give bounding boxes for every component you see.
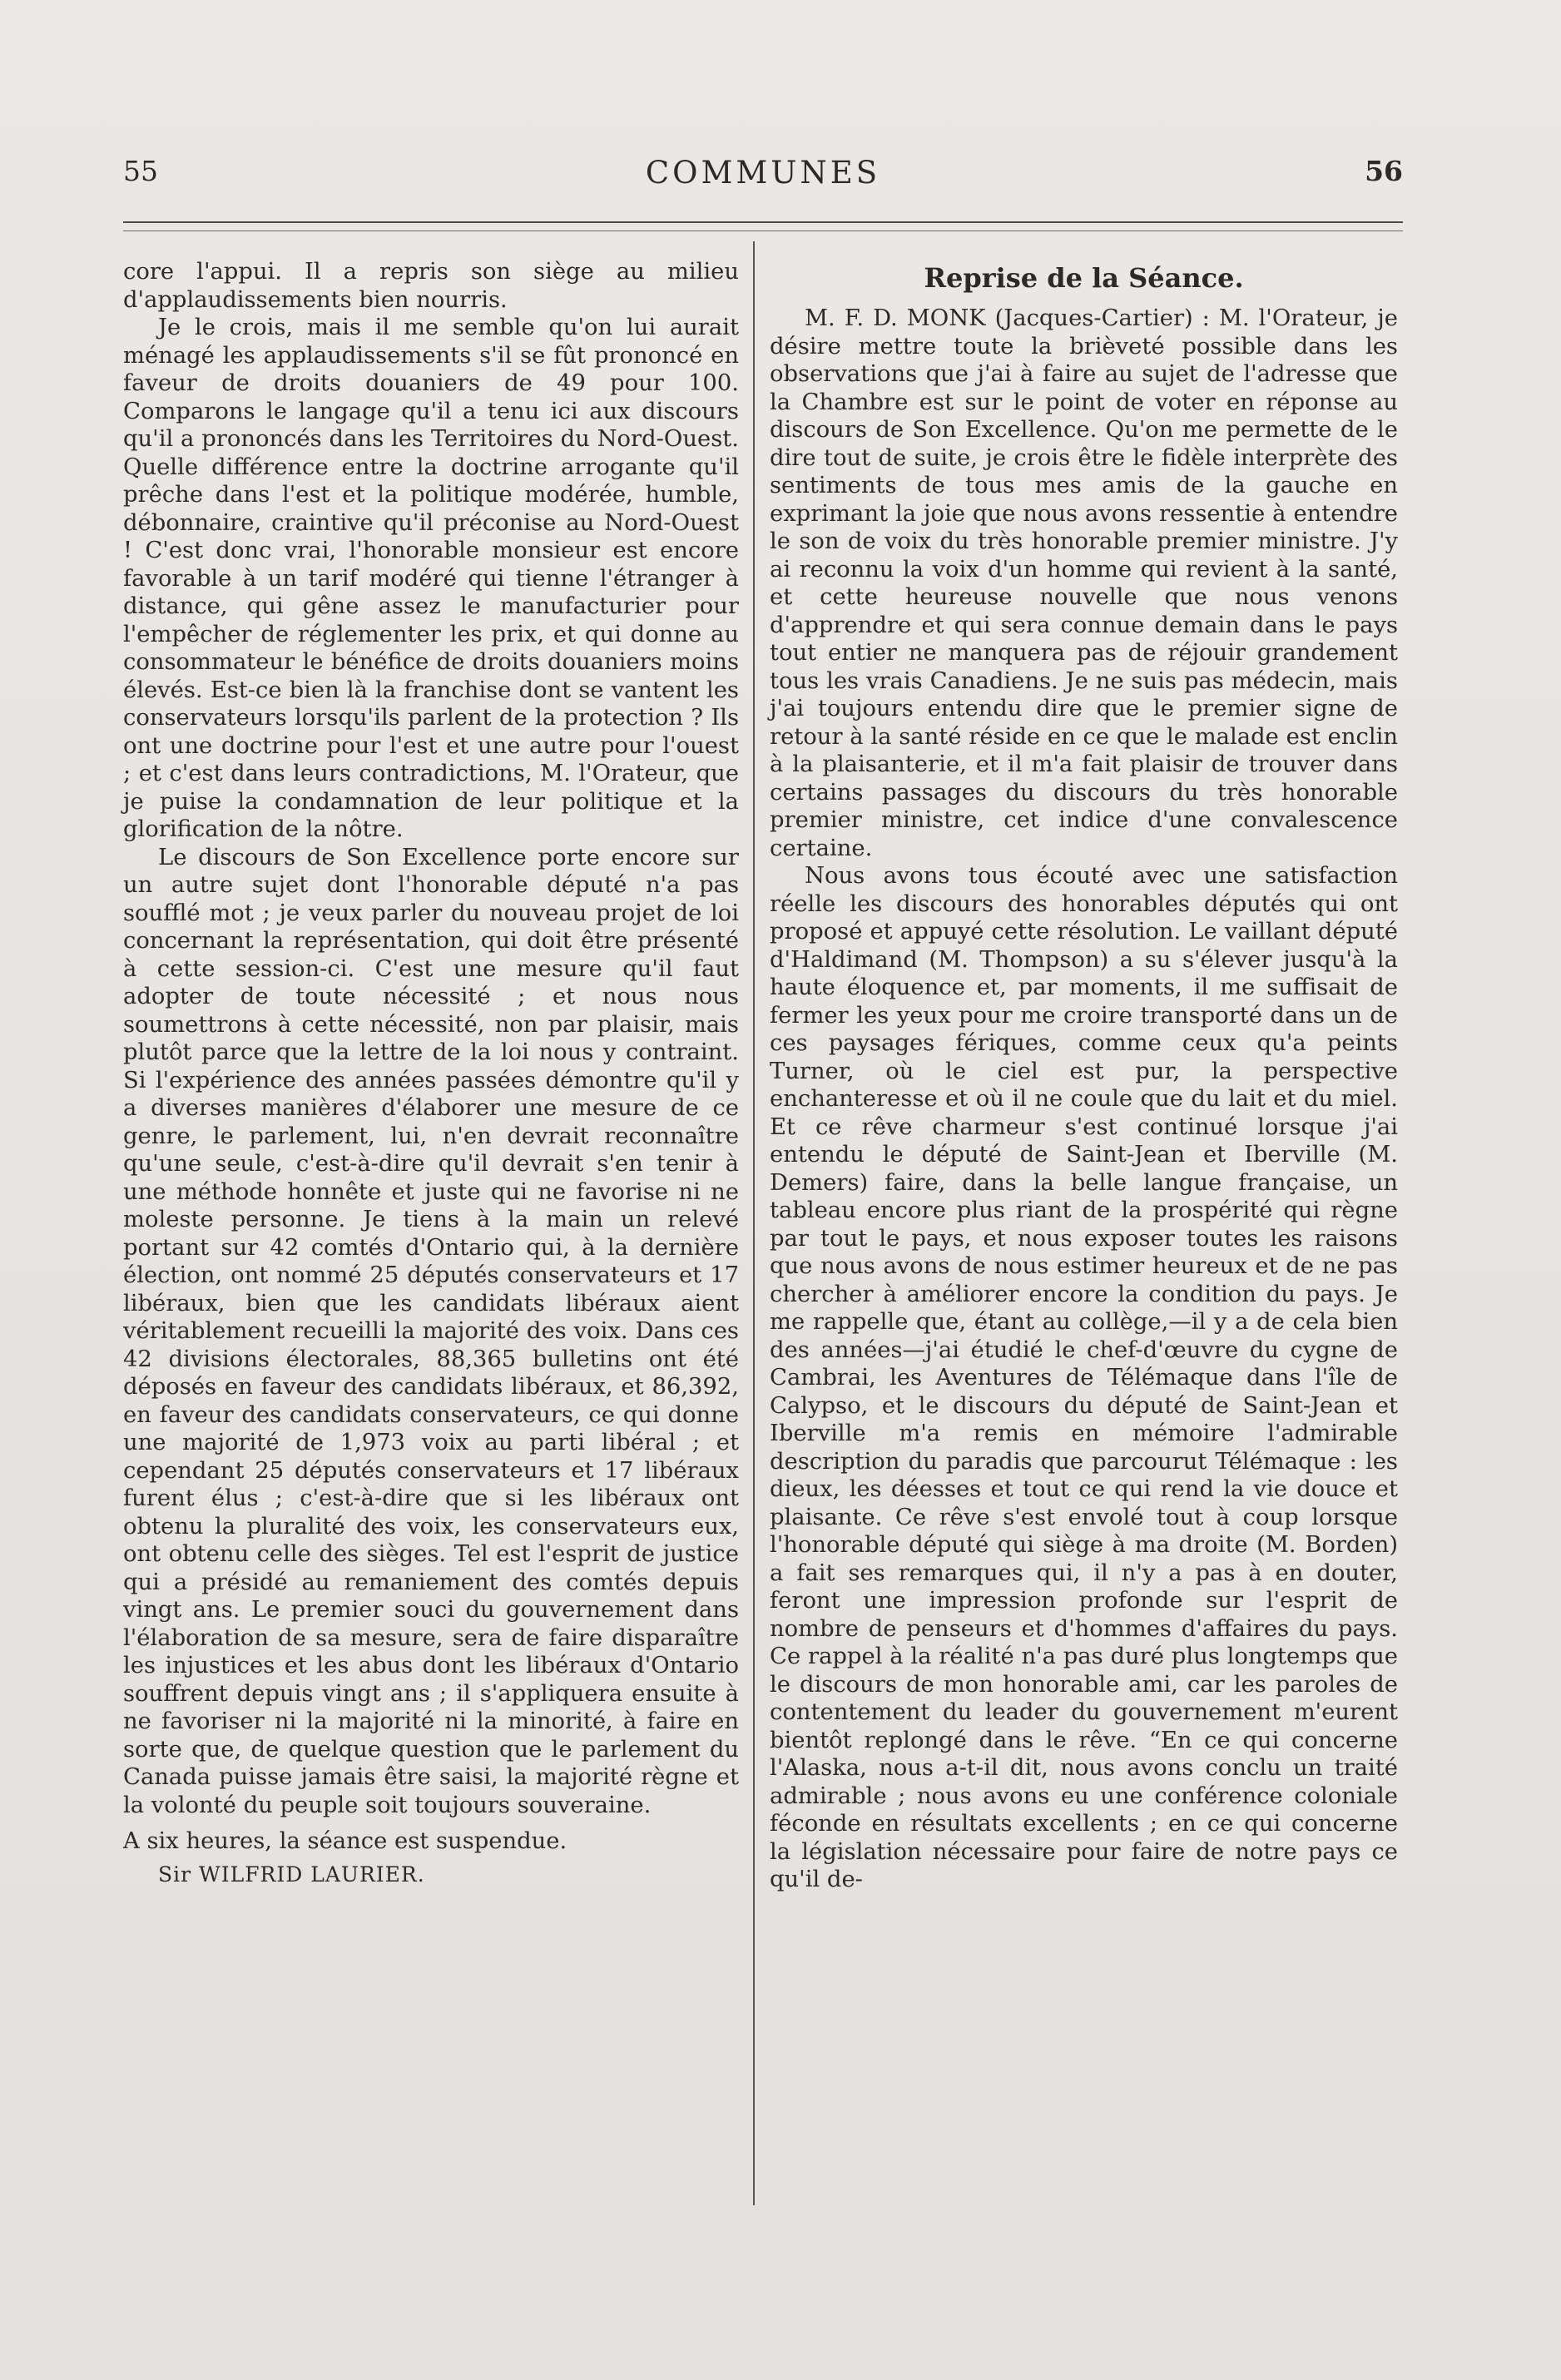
paragraph: Nous avons tous écouté avec une satisfaction réelle les discours des honorables députés qui ont proposé et appuyé cette résolution. Le vaillant député d'Haldimand (M. Thompson) a su s'élever jusqu'à la haute éloquence et, par moments, il me suffisait de fermer les yeux pour me croire transporté dans un de ces paysages fériques, comme ceux qu'a peints Turner, où le ciel est pur, la perspective enchanteresse et où il ne coule que du lait et du miel. Et ce rêve charmeur s'est continué lorsque j'ai entendu le député de Saint-Jean et Iberville (M. Demers) faire, dans la belle langue française, un tableau encore plus riant de la prospérité qui règne par tout le pays, et nous exposer toutes les raisons que nous avons de nous estimer heureux et de ne pas chercher à améliorer encore la condition du pays. Je me rappelle que, étant au collège,—il y a de cela bien des années—j'ai étudié le chef-d'œuvre du cygne de Cambrai, les Aventures de Télémaque dans l'île de Calypso, et le discours du député de Saint-Jean et Iberville m'a remis en mémoire l'admirable description du paradis que parcourut Télémaque : les dieux, les déesses et tout ce qui rend la vie douce et plaisante. Ce rêve s'est envolé tout à coup lorsque l'honorable député qui siège à ma droite (M. Borden) a fait ses remarques qui, il n'y a pas à en douter, feront une impression profonde sur l'esprit de nombre de penseurs et d'hommes d'affaires du pays. Ce rappel à la réalité n'a pas duré plus longtemps que le discours de mon honorable ami, car les paroles de contentement du leader du gouvernement m'eurent bientôt replongé dans le rêve. “En ce qui concerne l'Alaska, nous a-t-il dit, nous avons conclu un traité admirable ; nous avons eu une conférence coloniale féconde en résultats excellents ; en ce qui concerne la législation nécessaire pour faire de notre pays ce qu'il de- — [770, 863, 1398, 1892]
column-divider — [753, 241, 755, 2205]
adjournment-note: A six heures, la séance est suspendue. — [123, 1828, 567, 1854]
page-number-left: 55 — [123, 155, 158, 187]
paragraph: Le discours de Son Excellence porte encore sur un autre sujet dont l'honorable député n'a pas soufflé mot ; je veux parler du nouveau projet de loi concernant la représentation, qui doit être présenté à cette session-ci. C'est une mesure qu'il faut adopter de toute nécessité ; et nous nous soumettrons à cette nécessité, non par plaisir, mais plutôt parce que la lettre de la loi nous y contraint. Si l'expérience des années passées démontre qu'il y a diverses manières d'élaborer une mesure de ce genre, le parlement, lui, n'en devrait reconnaître qu'une seule, c'est-à-dire qu'il devrait s'en tenir à une méthode honnête et juste qui ne favorise ni ne moleste personne. Je tiens à la main un relevé portant sur 42 comtés d'Ontario qui, à la dernière élection, ont nommé 25 députés conservateurs et 17 libéraux, bien que les candidats libéraux aient véritablement recueilli la majorité des voix. Dans ces 42 divisions électorales, 88,365 bulletins ont été déposés en faveur des candidats libéraux, et 86,392, en faveur des candidats conservateurs, ce qui donne une majorité de 1,973 voix au parti libéral ; et cependant 25 députés conservateurs et 17 libéraux furent élus ; c'est-à-dire que si les libéraux ont obtenu la pluralité des voix, les conservateurs eux, ont obtenu celle des sièges. Tel est l'esprit de justice qui a présidé au remaniement des comtés depuis vingt ans. Le premier souci du gouvernement dans l'élaboration de sa mesure, sera de faire disparaître les injustices et les abus dont les libéraux d'Ontario souffrent depuis vingt ans ; il s'appliquera ensuite à ne favoriser ni la majorité ni la minorité, à faire en sorte que, de quelque question que le parlement du Canada puisse jamais être saisi, la majorité règne et la volonté du peuple soit toujours souveraine. — [123, 844, 739, 1818]
left-column — [123, 258, 739, 1888]
page-number-right: 56 — [1365, 155, 1403, 187]
paragraph: M. F. D. MONK (Jacques-Cartier) : M. l'Orateur, je désire mettre toute la brièveté possible dans les observations que j'ai à faire au sujet de l'adresse que la Chambre est sur le point de voter en réponse au discours de Son Excellence. Qu'on me permette de le dire tout de suite, je crois être le fidèle interprète des sentiments de tous mes amis de la gauche en exprimant la joie que nous avons ressentie à entendre le son de voix du très honorable premier ministre. J'y ai reconnu la voix d'un homme qui revient à la santé, et cette heureuse nouvelle que nous venons d'apprendre et qui sera connue demain dans le pays tout entier ne manquera pas de réjouir grandement tous les vrais Canadiens. Je ne suis pas médecin, mais j'ai toujours entendu dire que le premier signe de retour à la santé réside en ce que le malade est enclin à la plaisanterie, et il m'a fait plaisir de trouver dans certains passages du discours du très honorable premier ministre, cet indice d'une convalescence certaine. — [770, 305, 1398, 861]
speaker-signature: Sir WILFRID LAURIER. — [158, 1862, 425, 1887]
paragraph: core l'appui. Il a repris son siège au milieu d'applaudissements bien nourris. — [123, 259, 739, 313]
right-column — [770, 258, 1398, 1894]
paragraph: Je le crois, mais il me semble qu'on lui aurait ménagé les applaudissements s'il se fût prononcé en faveur de droits douaniers de 49 pour 100. Comparons le langage qu'il a tenu ici aux discours qu'il a prononcés dans les Territoires du Nord-Ouest. Quelle différence entre la doctrine arrogante qu'il prêche dans l'est et la politique modérée, humble, débonnaire, craintive qu'il préconise au Nord-Ouest ! C'est donc vrai, l'honorable monsieur est encore favorable à un tarif modéré qui tienne l'étranger à distance, qui gêne assez le manufacturier pour l'empêcher de réglementer les prix, et qui donne au consommateur le bénéfice de droits douaniers moins élevés. Est-ce bien là la franchise dont se vantent les conservateurs lorsqu'ils parlent de la protection ? Ils ont une doctrine pour l'est et une autre pour l'ouest ; et c'est dans leurs contradictions, M. l'Orateur, que je puise la condamnation de leur politique et la glorification de la nôtre. — [123, 315, 739, 842]
section-heading: Reprise de la Séance. — [924, 262, 1244, 294]
header-rule — [123, 221, 1403, 223]
running-title: COMMUNES — [645, 155, 881, 191]
running-head — [123, 155, 1403, 196]
